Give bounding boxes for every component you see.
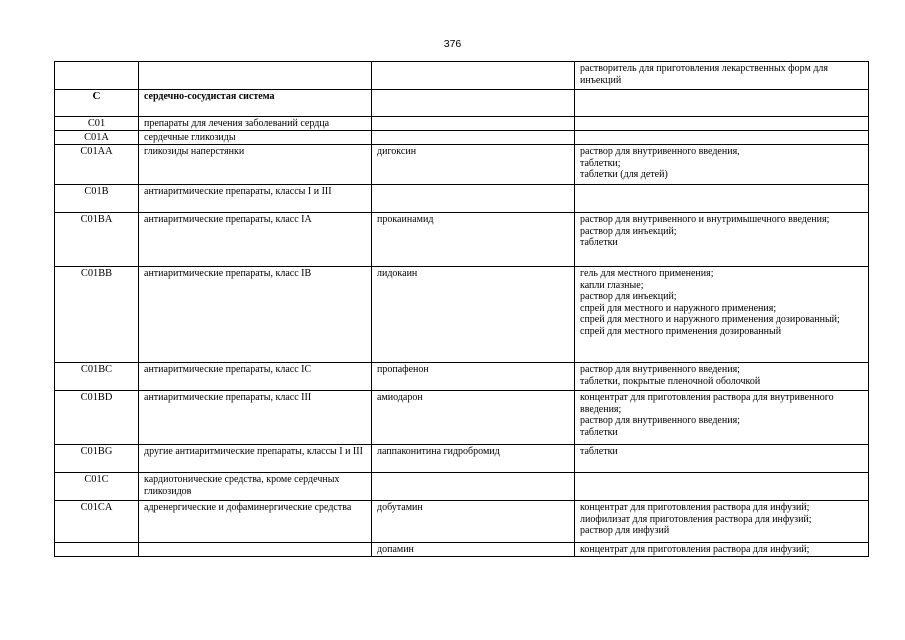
dosage-forms-cell [575, 185, 869, 213]
drug-name-cell [372, 185, 575, 213]
table-row [55, 145, 869, 185]
dosage-form-line: таблетки, покрытые пленочной оболочкой [580, 375, 761, 387]
dosage-forms-cell [575, 117, 869, 131]
dosage-form-line: таблетки; [580, 157, 621, 169]
dosage-form-line: капли глазные; [580, 279, 644, 291]
atc-code-cell: C01CA [55, 501, 139, 543]
atc-code-cell [55, 62, 139, 90]
dosage-form-line: раствор для инфузий [580, 525, 670, 537]
group-name-cell: гликозиды наперстянки [139, 145, 372, 185]
dosage-forms-cell [575, 363, 869, 391]
drug-name-cell [372, 117, 575, 131]
dosage-form-line: раствор для внутривенного введения, [580, 146, 740, 157]
table-row [55, 117, 869, 131]
drug-name-cell [372, 473, 575, 501]
dosage-forms-cell [575, 391, 869, 445]
dosage-form-line: раствор для инъекций; [580, 291, 677, 303]
group-name-cell: другие антиаритмические препараты, классы I и III [139, 445, 372, 473]
dosage-form-line: растворитель для приготовления лекарственных форм для инъекций [580, 63, 829, 86]
drug-name-cell [372, 62, 575, 90]
group-name-cell: кардиотонические средства, кроме сердечных гликозидов [139, 473, 372, 501]
table-row [55, 62, 869, 90]
atc-code-cell: C01BC [55, 363, 139, 391]
drug-name-cell: пропафенон [372, 363, 575, 391]
drug-name-cell: амиодарон [372, 391, 575, 445]
dosage-form-line: таблетки [580, 446, 618, 457]
dosage-form-line: раствор для внутривенного введения; [580, 364, 740, 375]
drug-name-cell: лидокаин [372, 267, 575, 363]
dosage-forms-cell [575, 131, 869, 145]
atc-code-cell [55, 543, 139, 557]
group-name-cell: антиаритмические препараты, класс III [139, 391, 372, 445]
atc-code-cell: C01 [55, 117, 139, 131]
dosage-forms-cell [575, 543, 869, 557]
dosage-forms-cell [575, 473, 869, 501]
dosage-form-line: гель для местного применения; [580, 268, 714, 279]
group-name-cell: антиаритмические препараты, класс IA [139, 213, 372, 267]
dosage-form-line: концентрат для приготовления раствора для инфузий; [580, 502, 810, 513]
table-row [55, 267, 869, 363]
dosage-form-line: таблетки (для детей) [580, 169, 668, 181]
table-row [55, 473, 869, 501]
group-name-cell: адренергические и дофаминергические средства [139, 501, 372, 543]
dosage-form-line: раствор для внутривенного введения; [580, 415, 740, 427]
drug-name-cell: добутамин [372, 501, 575, 543]
dosage-form-line: спрей для местного применения дозированный [580, 325, 782, 337]
dosage-form-line: раствор для инъекций; [580, 225, 677, 237]
dosage-form-line: концентрат для приготовления раствора для инфузий; [580, 544, 810, 555]
dosage-form-line: лиофилизат для приготовления раствора для инфузий; [580, 513, 812, 525]
table-row [55, 363, 869, 391]
drug-name-cell: лаппаконитина гидробромид [372, 445, 575, 473]
drug-name-cell: прокаинамид [372, 213, 575, 267]
atc-code-cell: C [55, 90, 139, 117]
table-row [55, 90, 869, 117]
group-name-cell [139, 62, 372, 90]
drug-name-cell [372, 90, 575, 117]
dosage-form-line: концентрат для приготовления раствора для внутривенного введения; [580, 392, 834, 415]
dosage-forms-cell [575, 62, 869, 90]
dosage-form-line: раствор для внутривенного и внутримышечного введения; [580, 214, 830, 225]
drug-name-cell: допамин [372, 543, 575, 557]
table-row [55, 445, 869, 473]
group-name-cell [139, 543, 372, 557]
dosage-form-line: таблетки [580, 426, 618, 438]
group-name-cell: сердечно-сосудистая система [139, 90, 372, 117]
atc-code-cell: C01AA [55, 145, 139, 185]
drug-name-cell [372, 131, 575, 145]
atc-code-cell: C01BB [55, 267, 139, 363]
drug-classification-table [54, 61, 869, 557]
group-name-cell: антиаритмические препараты, классы I и III [139, 185, 372, 213]
dosage-form-line: спрей для местного и наружного применения дозированный; [580, 314, 840, 326]
dosage-forms-cell [575, 445, 869, 473]
table-row [55, 391, 869, 445]
dosage-forms-cell [575, 90, 869, 117]
table-row [55, 543, 869, 557]
dosage-form-line: спрей для местного и наружного применения; [580, 302, 777, 314]
page-number: 376 [443, 38, 462, 50]
atc-code-cell: C01BG [55, 445, 139, 473]
atc-code-cell: C01BD [55, 391, 139, 445]
atc-code-cell: C01A [55, 131, 139, 145]
drug-name-cell: дигоксин [372, 145, 575, 185]
group-name-cell: антиаритмические препараты, класс IC [139, 363, 372, 391]
dosage-forms-cell [575, 267, 869, 363]
atc-code-cell: C01BA [55, 213, 139, 267]
dosage-forms-cell [575, 213, 869, 267]
dosage-forms-cell [575, 501, 869, 543]
group-name-cell: сердечные гликозиды [139, 131, 372, 145]
atc-code-cell: C01B [55, 185, 139, 213]
table-row [55, 131, 869, 145]
dosage-form-line: таблетки [580, 237, 618, 249]
group-name-cell: препараты для лечения заболеваний сердца [139, 117, 372, 131]
dosage-forms-cell [575, 145, 869, 185]
table-row [55, 185, 869, 213]
atc-code-cell: C01C [55, 473, 139, 501]
group-name-cell: антиаритмические препараты, класс IB [139, 267, 372, 363]
table-row [55, 213, 869, 267]
table-row [55, 501, 869, 543]
